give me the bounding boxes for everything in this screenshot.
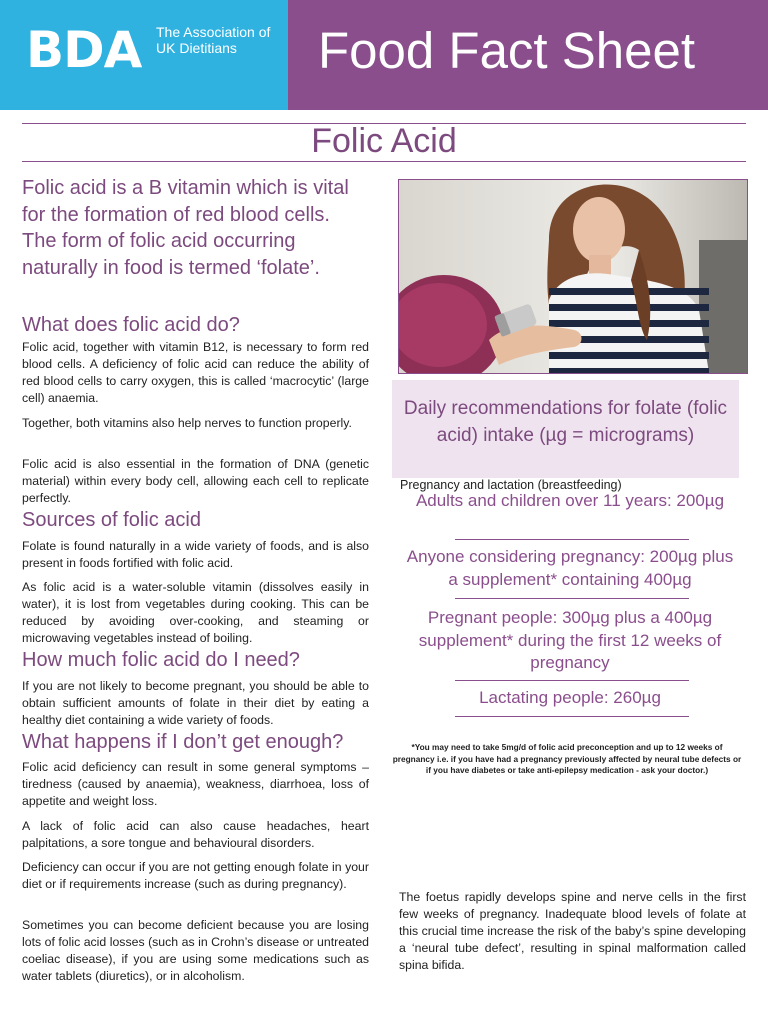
heading-what-does: What does folic acid do?: [22, 314, 240, 336]
what-does-para-2: Together, both vitamins also help nerves to function properly.: [22, 416, 352, 430]
not-enough-para-1: Folic acid deficiency can result in some general symptoms – tiredness (caused by anaemia), weakness, diarrhoea, loss of appetite and weight loss.: [22, 760, 369, 808]
sources-para-2: As folic acid is a water-soluble vitamin (dissolves easily in water), it is lost from vegetables during cooking. This can be reduced by avoiding over-cooking, and steaming or microwaving vegetables instead of boiling.: [22, 580, 369, 645]
sources-para-1: Folate is found naturally in a wide variety of foods, and is also present in foods fortified with folic acid.: [22, 539, 369, 570]
how-much-para-1: If you are not likely to become pregnant, you should be able to obtain sufficient amounts of folate in their diet by eating a healthy diet containing a wide variety of foods.: [22, 679, 369, 727]
supplement-footnote: *You may need to take 5mg/d of folic acid preconception and up to 12 weeks of pregnancy i.e. if you have had a pregnancy previously affected by neural tube defects or if you have diabetes or take anti-epilepsy medication - ask your doctor.): [392, 742, 742, 775]
photo-woman-supplements: [398, 179, 748, 374]
rec-considering-pregnancy: Anyone considering pregnancy: 200µg plus a supplement* containing 400µg: [406, 547, 734, 589]
foetus-paragraph: The foetus rapidly develops spine and nerve cells in the first few weeks of pregnancy. Inadequate blood levels of folate at this crucial time increase the risk of the baby’s spine developing a ‘neural tube defect’, resulting in spinal malformation called spina bifida.: [399, 890, 746, 972]
heading-not-enough: What happens if I don’t get enough?: [22, 731, 344, 753]
intro-text: Folic acid is a B vitamin which is vital for the formation of red blood cells. The form of folic acid occurring naturally in food is termed ‘folate’.: [22, 177, 349, 279]
what-does-para-3: Folic acid is also essential in the formation of DNA (genetic material) within every body cell, allowing each cell to replicate perfectly.: [22, 457, 369, 505]
rec-divider: [455, 716, 689, 717]
not-enough-para-3: Deficiency can occur if you are not getting enough folate in your diet or if requirements increase (such as during pregnancy).: [22, 860, 369, 891]
sheet-title: Food Fact Sheet: [318, 22, 696, 79]
recommendations-title: Daily recommendations for folate (folic acid) intake (µg = micrograms): [403, 398, 728, 446]
logo-tagline: The Association of UK Dietitians: [156, 24, 271, 56]
heading-how-much: How much folic acid do I need?: [22, 649, 300, 671]
not-enough-para-4: Sometimes you can become deficient because you are losing lots of folic acid losses (such as in Crohn’s disease or untreated coeliac disease), if you are using some medications such as water tablets (diuretics), or in alcoholism.: [22, 918, 369, 983]
bda-logo: BDA: [26, 21, 142, 79]
rec-divider: [455, 680, 689, 681]
rec-pregnant: Pregnant people: 300µg plus a 400µg supplement* during the first 12 weeks of pregnancy: [418, 608, 722, 672]
page-title: Folic Acid: [311, 122, 457, 160]
rec-divider: [455, 598, 689, 599]
heading-sources: Sources of folic acid: [22, 509, 201, 531]
rec-adults: Adults and children over 11 years: 200µg: [415, 491, 725, 510]
what-does-para-1: Folic acid, together with vitamin B12, is necessary to form red blood cells. A deficiency of folic acid can reduce the ability of red blood cells to carry oxygen, this is called ‘macrocytic’ (large cell) anaemia.: [22, 340, 369, 405]
rec-divider: [455, 539, 689, 540]
not-enough-para-2: A lack of folic acid can also cause headaches, heart palpitations, a sore tongue and behavioural disorders.: [22, 819, 369, 850]
pregnancy-lactation-label: Pregnancy and lactation (breastfeeding): [400, 478, 622, 492]
title-bottom-rule: [22, 161, 746, 162]
rec-lactating: Lactating people: 260µg: [479, 688, 661, 707]
